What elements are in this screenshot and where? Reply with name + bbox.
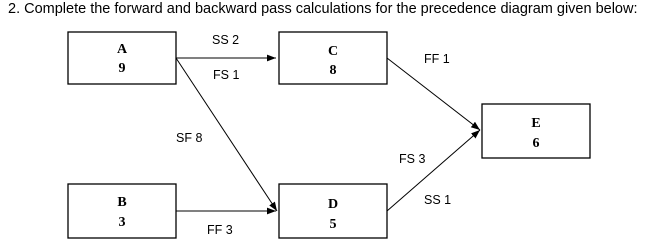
node-e [482, 104, 590, 158]
node-e-duration: 6 [532, 136, 540, 151]
node-b-duration: 3 [118, 215, 126, 230]
edge-label-d-e-ss: SS 1 [424, 193, 452, 207]
node-c-duration: 8 [329, 63, 337, 78]
edge-label-a-c-ss: SS 2 [212, 33, 240, 47]
edge-label-b-d: FF 3 [207, 223, 233, 237]
edge-label-c-e: FF 1 [424, 52, 450, 66]
node-a-box [68, 32, 176, 84]
node-b-name: B [117, 195, 127, 210]
edge-label-d-e-fs: FS 3 [399, 152, 426, 166]
edge-label-a-d: SF 8 [176, 131, 203, 145]
node-d-name: D [327, 197, 339, 212]
question-text: 2. Complete the forward and backward pass calculations for the precedence diagram given below: [8, 1, 638, 17]
node-a-name: A [116, 42, 128, 57]
node-c-name: C [327, 44, 339, 59]
edge-c-e [387, 58, 480, 130]
node-c [279, 32, 387, 84]
node-e-name: E [531, 116, 541, 131]
node-b [68, 184, 176, 238]
node-d [279, 184, 387, 238]
node-a-duration: 9 [118, 61, 126, 76]
node-a [68, 32, 176, 84]
edge-label-a-c-fs: FS 1 [213, 68, 240, 82]
node-d-duration: 5 [329, 217, 337, 232]
